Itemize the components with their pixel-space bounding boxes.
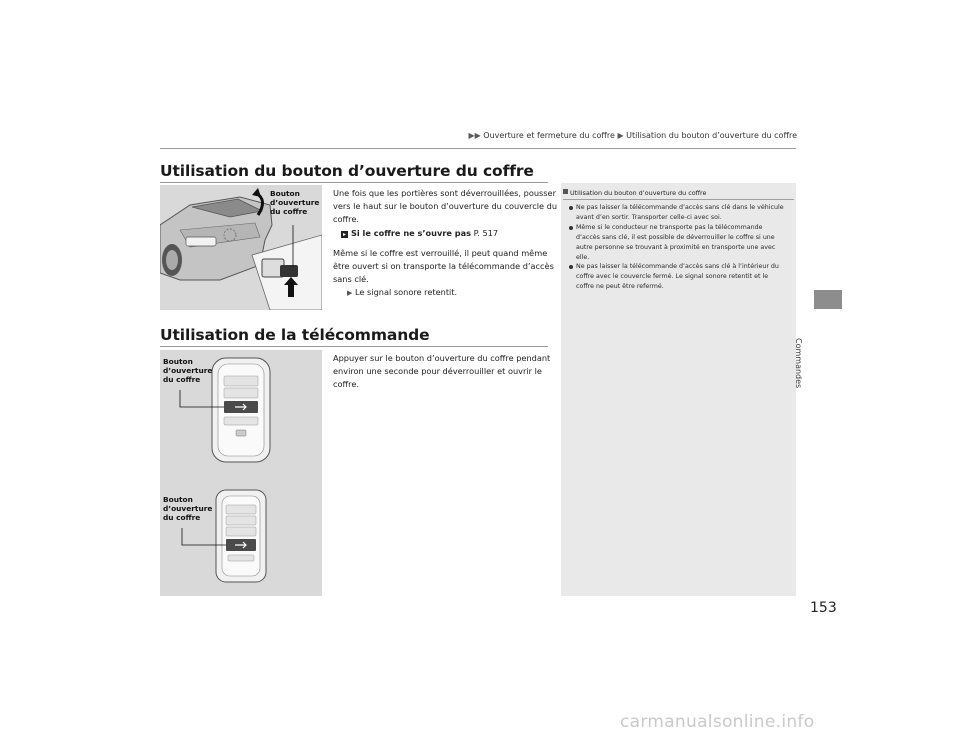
key-fob-icon	[160, 350, 322, 596]
breadcrumb-arrow-icon: ▶▶	[468, 131, 481, 140]
header-divider	[160, 148, 796, 149]
reference-page[interactable]: P. 517	[473, 227, 499, 238]
section2-title: Utilisation de la télécommande	[160, 326, 430, 344]
section1-para2: Même si le coffre est verrouillé, il peut quand même être ouvert si on transporte la télécommande d’accès sans clé.	[333, 247, 554, 285]
note-list	[568, 203, 784, 292]
breadcrumb-separator-icon: ▶	[617, 131, 624, 140]
note-icon	[563, 189, 568, 194]
trunk-button-callout: Bouton d’ouverture du coffre	[270, 189, 320, 216]
watermark: carmanualsonline.info	[620, 712, 815, 732]
chapter-tab-label[interactable]: Commandes	[794, 338, 803, 389]
note-divider	[563, 199, 794, 200]
section1-reference[interactable]	[333, 227, 561, 240]
section1-title-divider	[160, 182, 548, 183]
section2-title-divider	[160, 346, 548, 347]
section1-para1: Une fois que les portières sont déverrouillées, pousser vers le haut sur le bouton d’ouverture du couvercle du coffre.	[333, 188, 558, 225]
sound-text: Le signal sonore retentit.	[355, 287, 458, 298]
note-heading	[563, 189, 706, 197]
breadcrumb-part2[interactable]: Utilisation du bouton d’ouverture du coffre	[626, 131, 797, 140]
result-arrow-icon: ▶	[347, 289, 353, 298]
reference-label[interactable]: Si le coffre ne s’ouvre pas	[351, 227, 472, 238]
page-number: 153	[810, 600, 837, 616]
reference-arrow-icon: ▸	[342, 230, 346, 238]
section1-title: Utilisation du bouton d’ouverture du coffre	[160, 162, 534, 180]
remote-button-callout-bottom: Bouton d’ouverture du coffre	[163, 495, 213, 522]
breadcrumb	[468, 131, 797, 140]
remote-button-callout-top: Bouton d’ouverture du coffre	[163, 357, 213, 384]
remote-illustration	[160, 350, 322, 596]
breadcrumb-part1[interactable]: Ouverture et fermeture du coffre	[483, 131, 615, 140]
section1-sound-note	[333, 286, 561, 300]
note-item: Ne pas laisser la télécommande d’accès sans clé dans le véhicule avant d’en sortir. Transporter celle-ci avec soi.	[568, 203, 784, 223]
section2-body	[333, 352, 561, 392]
note-heading-text: Utilisation du bouton d’ouverture du coffre	[570, 189, 707, 197]
note-item: Même si le conducteur ne transporte pas la télécommande d’accès sans clé, il est possible de déverrouiller le coffre si une autre personne se trouvant à proximité en transporte une avec elle.	[568, 223, 784, 263]
note-item: Ne pas laisser la télécommande d’accès sans clé à l’intérieur du coffre avec le couvercle fermé. Le signal sonore retentit et le coffre ne peut être refermé.	[568, 262, 784, 292]
section1-body	[333, 187, 561, 301]
chapter-tab[interactable]	[814, 290, 842, 309]
section2-para1: Appuyer sur le bouton d’ouverture du coffre pendant environ une seconde pour déverrouiller et ouvrir le coffre.	[333, 353, 551, 390]
